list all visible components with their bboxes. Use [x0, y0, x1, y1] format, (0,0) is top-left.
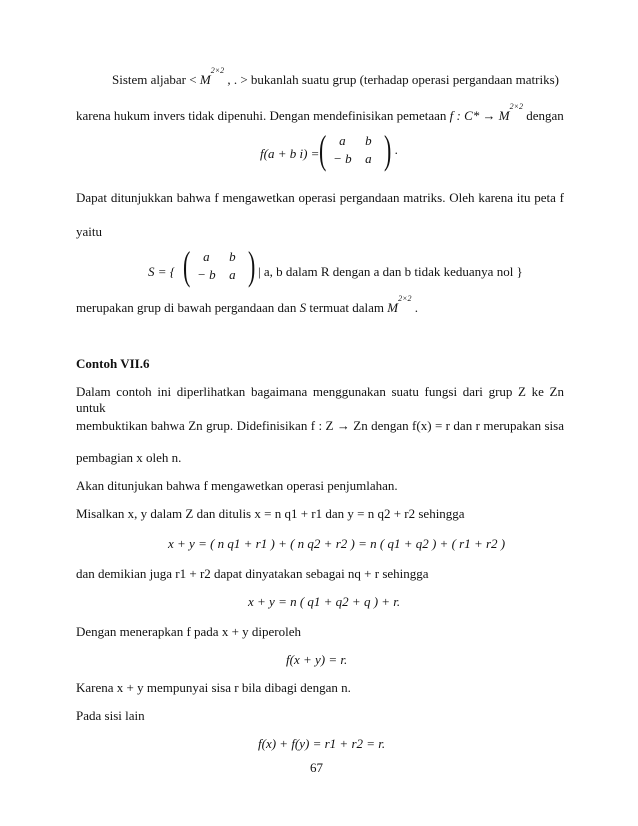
- text: , . > bukanlah suatu grup (terhadap operasi pergandaan matriks): [224, 72, 559, 87]
- paragraph-2-line-2: yaitu: [76, 224, 102, 239]
- equation-3: x + y = ( n q1 + r1 ) + ( n q2 + r2 ) = n ( q1 + q2 ) + ( r1 + r2 ): [168, 536, 506, 551]
- equation-2-lhs: S = {: [148, 264, 175, 279]
- paragraph-4-line-2: membuktikan bahwa Zn grup. Didefinisikan f : Z → Zn dengan f(x) = r dan r merupakan sisa: [76, 418, 564, 433]
- equation-5: f(x + y) = r.: [286, 652, 348, 667]
- matrix-cell: a: [339, 133, 346, 148]
- matrix-cell: − b: [333, 151, 352, 166]
- text: .: [411, 300, 419, 315]
- matrix-cell: b: [229, 249, 236, 264]
- equation-1-lhs: f(a + b i) =: [260, 146, 320, 161]
- text: Sistem aljabar <: [112, 72, 200, 87]
- paragraph-7: dan demikian juga r1 + r2 dapat dinyatakan sebagai nq + r sehingga: [76, 566, 429, 581]
- text: karena hukum invers tidak dipenuhi. Dengan mendefinisikan pemetaan: [76, 108, 450, 123]
- matrix-cell: a: [203, 249, 210, 264]
- matrix-cell: a: [229, 267, 236, 282]
- superscript: 2×2: [210, 65, 225, 75]
- paragraph-8: Dengan menerapkan f pada x + y diperoleh: [76, 624, 301, 639]
- matrix-symbol: M: [199, 72, 211, 87]
- paragraph-9: Karena x + y mempunyai sisa r bila dibagi dengan n.: [76, 680, 351, 695]
- superscript: 2×2: [398, 293, 412, 303]
- paragraph-4-line-1: Dalam contoh ini diperlihatkan bagaimana menggunakan suatu fungsi dari grup Z ke Zn untuk: [76, 384, 564, 415]
- left-paren: (: [182, 243, 191, 288]
- text: termuat dalam: [306, 300, 388, 315]
- paragraph-2-line-1: Dapat ditunjukkan bahwa f mengawetkan operasi pergandaan matriks. Oleh karena itu peta f: [76, 190, 564, 205]
- matrix-symbol: M: [387, 300, 399, 315]
- superscript: 2×2: [509, 101, 523, 111]
- paragraph-5: Akan ditunjukan bahwa f mengawetkan operasi penjumlahan.: [76, 478, 398, 493]
- paragraph-10: Pada sisi lain: [76, 708, 145, 723]
- matrix-cell: a: [365, 151, 372, 166]
- equation-4: x + y = n ( q1 + q2 + q ) + r.: [248, 594, 401, 609]
- text: dengan: [523, 108, 564, 123]
- paragraph-4-line-3: pembagian x oleh n.: [76, 450, 182, 465]
- matrix-cell: b: [365, 133, 372, 148]
- left-paren: (: [318, 127, 327, 172]
- matrix-cell: − b: [197, 267, 216, 282]
- right-paren: ): [248, 243, 256, 288]
- period: .: [394, 142, 398, 157]
- equation-6: f(x) + f(y) = r1 + r2 = r.: [258, 736, 386, 751]
- set-symbol: S: [299, 300, 307, 315]
- text: merupakan grup di bawah pergandaan dan: [76, 300, 300, 315]
- right-paren: ): [384, 127, 392, 172]
- section-heading: Contoh VII.6: [76, 356, 150, 371]
- equation-2-rhs: | a, b dalam R dengan a dan b tidak keduanya nol }: [258, 264, 523, 279]
- page-number: 67: [310, 760, 323, 775]
- mapping: f : C* → M: [449, 108, 510, 123]
- matrix-1: [316, 127, 398, 172]
- paragraph-6: Misalkan x, y dalam Z dan ditulis x = n q1 + r1 dan y = n q2 + r2 sehingga: [76, 506, 465, 521]
- matrix-2: [180, 243, 259, 288]
